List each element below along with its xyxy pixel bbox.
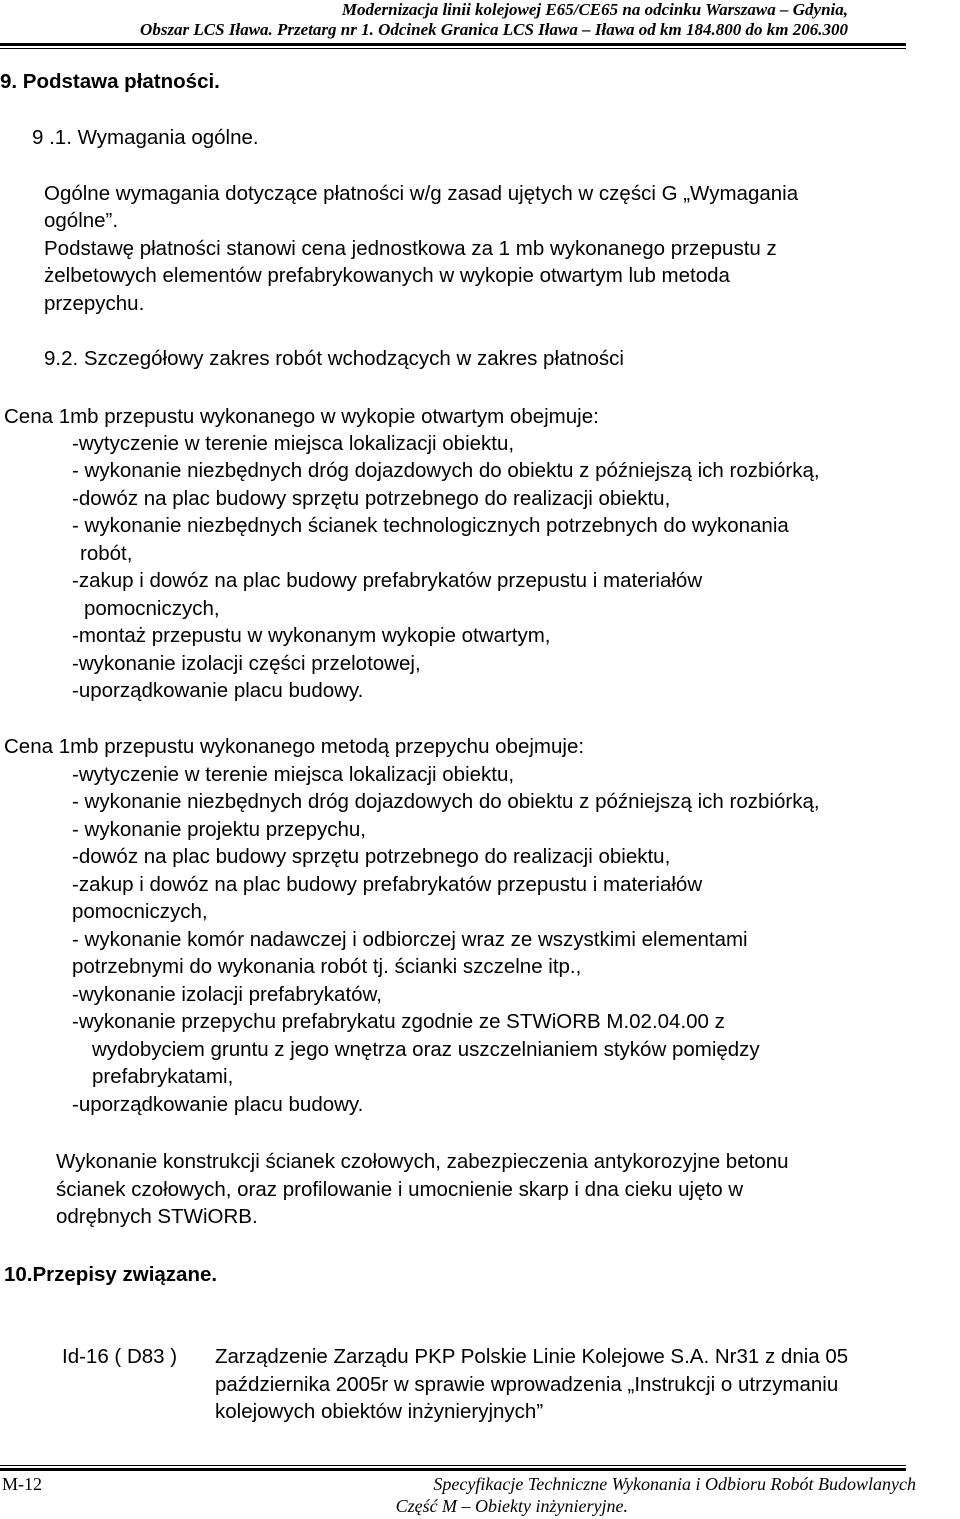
header-line-1: Modernizacja linii kolejowej E65/CE65 na odcinku Warszawa – Gdynia, (341, 0, 848, 19)
section-9-1-title: 9 .1. Wymagania ogólne. (32, 126, 259, 149)
closing-line: Wykonanie konstrukcji ścianek czołowych, zabezpieczenia antykorozyjne betonu (56, 1150, 789, 1173)
block2-item-cont: prefabrykatami, (92, 1065, 234, 1088)
block1-item: -dowóz na plac budowy sprzętu potrzebnego do realizacji obiektu, (72, 487, 671, 510)
reference-text: Zarządzenie Zarządu PKP Polskie Linie Kolejowe S.A. Nr31 z dnia 05 (215, 1345, 849, 1368)
footer-page-number: M-12 (2, 1474, 42, 1494)
block1-item: -zakup i dowóz na plac budowy prefabrykatów przepustu i materiałów (72, 569, 703, 592)
block2-item-cont: pomocniczych, (72, 900, 208, 923)
block2-item: -zakup i dowóz na plac budowy prefabrykatów przepustu i materiałów (72, 873, 703, 896)
header-rule-thin (0, 48, 906, 49)
block2-item: - wykonanie projektu przepychu, (72, 818, 366, 841)
header-line-2: Obszar LCS Iława. Przetarg nr 1. Odcinek Granica LCS Iława – Iława od km 184.800 do km 206.300 (140, 20, 848, 39)
footer-line-1: Specyfikacje Techniczne Wykonania i Odbioru Robót Budowlanych (433, 1474, 916, 1494)
block1-intro: Cena 1mb przepustu wykonanego w wykopie otwartym obejmuje: (4, 405, 599, 428)
section-9-2-title: 9.2. Szczegółowy zakres robót wchodzących w zakres płatności (44, 347, 624, 370)
block1-item-cont: pomocniczych, (84, 597, 220, 620)
block2-item: - wykonanie niezbędnych dróg dojazdowych do obiektu z późniejszą ich rozbiórką, (72, 790, 820, 813)
footer-line-2: Część M – Obiekty inżynieryjne. (395, 1496, 628, 1516)
block1-item: -wytyczenie w terenie miejsca lokalizacji obiektu, (72, 432, 515, 455)
block2-item-cont: potrzebnymi do wykonania robót tj. ścianki szczelne itp., (72, 955, 582, 978)
para1-line: żelbetowych elementów prefabrykowanych w wykopie otwartym lub metoda (44, 264, 730, 287)
block2-item: -wytyczenie w terenie miejsca lokalizacji obiektu, (72, 763, 515, 786)
header-rule-thick (0, 43, 906, 46)
section-10-title: 10.Przepisy związane. (4, 1263, 218, 1286)
reference-id: Id-16 ( D83 ) (62, 1345, 178, 1368)
block1-item: -montaż przepustu w wykonanym wykopie otwartym, (72, 624, 551, 647)
block1-item: - wykonanie niezbędnych ścianek technologicznych potrzebnych do wykonania (72, 514, 789, 537)
block2-intro: Cena 1mb przepustu wykonanego metodą przepychu obejmuje: (4, 735, 585, 758)
block2-item: -dowóz na plac budowy sprzętu potrzebnego do realizacji obiektu, (72, 845, 671, 868)
footer-rule-thick (0, 1468, 906, 1471)
footer-rule-thin (0, 1465, 906, 1466)
block1-item: -wykonanie izolacji części przelotowej, (72, 652, 421, 675)
closing-line: odrębnych STWiORB. (56, 1205, 258, 1228)
block1-item: -uporządkowanie placu budowy. (72, 679, 364, 702)
reference-text: października 2005r w sprawie wprowadzenia „Instrukcji o utrzymaniu (215, 1373, 839, 1396)
block2-item: -wykonanie izolacji prefabrykatów, (72, 983, 382, 1006)
block2-item: -wykonanie przepychu prefabrykatu zgodnie ze STWiORB M.02.04.00 z (72, 1010, 725, 1033)
block2-item: - wykonanie komór nadawczej i odbiorczej wraz ze wszystkimi elementami (72, 928, 748, 951)
closing-line: ścianek czołowych, oraz profilowanie i umocnienie skarp i dna cieku ujęto w (56, 1178, 744, 1201)
para1-line: Ogólne wymagania dotyczące płatności w/g zasad ujętych w części G „Wymagania (44, 182, 799, 205)
para1-line: ogólne”. (44, 209, 119, 232)
para1-line: przepychu. (44, 292, 145, 315)
section-9-title: 9. Podstawa płatności. (0, 70, 220, 93)
block1-item-cont: robót, (80, 542, 133, 565)
block2-item: -uporządkowanie placu budowy. (72, 1093, 364, 1116)
block2-item-cont: wydobyciem gruntu z jego wnętrza oraz uszczelnianiem styków pomiędzy (92, 1038, 760, 1061)
para1-line: Podstawę płatności stanowi cena jednostkowa za 1 mb wykonanego przepustu z (44, 237, 777, 260)
block1-item: - wykonanie niezbędnych dróg dojazdowych do obiektu z późniejszą ich rozbiórką, (72, 459, 820, 482)
reference-text: kolejowych obiektów inżynieryjnych” (215, 1400, 544, 1423)
